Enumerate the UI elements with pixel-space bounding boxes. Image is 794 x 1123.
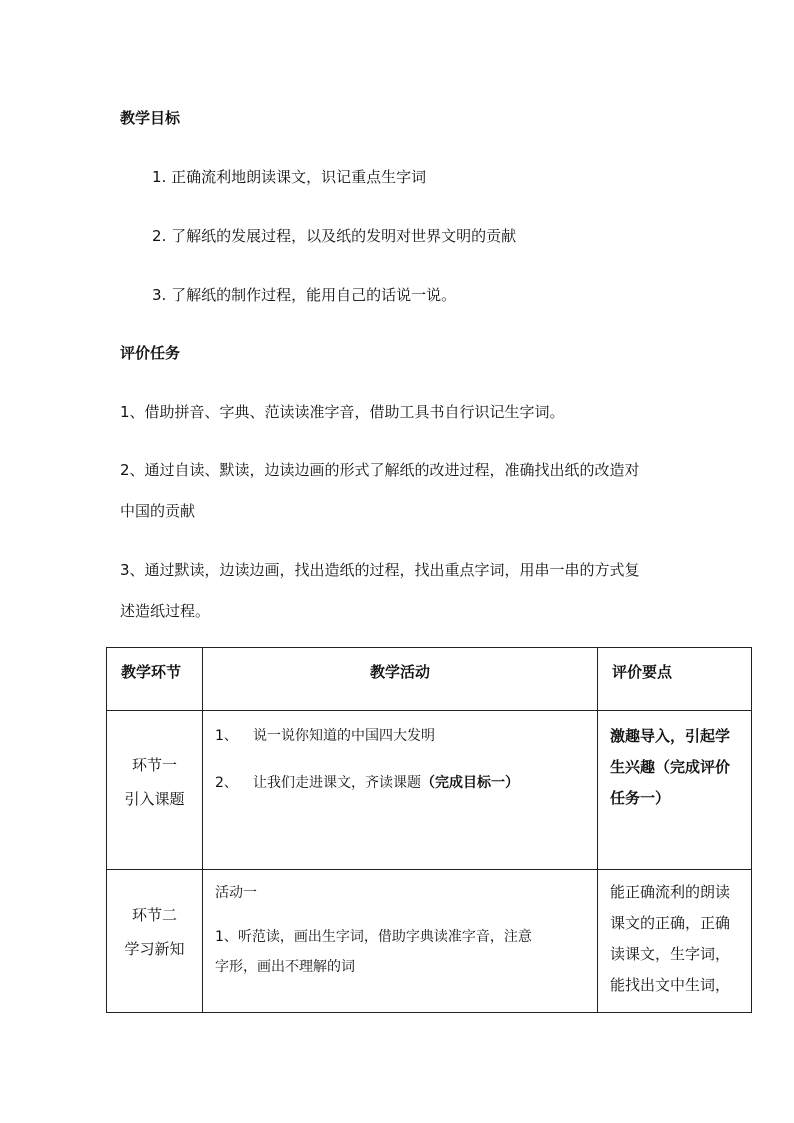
task-item-3-line-2: 述造纸过程。 [120,602,211,620]
task-item-2-line-2: 中国的贡献 [120,502,196,520]
table-row [107,711,752,870]
header-activity-text: 教学活动 [369,663,430,681]
activity-cell [203,711,598,870]
header-stage [107,648,203,711]
objective-item-2: 2. 了解纸的发展过程，以及纸的发明对世界文明的贡献 [152,227,517,245]
task-item-1: 1、借助拼音、字典、范读读准字音，借助工具书自行识记生字词。 [120,403,565,421]
objectives-heading: 教学目标 [120,109,181,127]
task-item-2-line-1: 2、通过自读、默读，边读边画的形式了解纸的改进过程，准确找出纸的改造对 [120,461,640,479]
table-row [107,870,752,1013]
tasks-heading: 评价任务 [120,344,181,362]
header-evaluation-text: 评价要点 [612,663,673,681]
activity-number: 2、 [215,775,238,791]
header-activity [203,648,598,711]
activity-cell [203,870,598,1013]
activity-text: 说一说你知道的中国四大发明 [253,728,435,744]
activity-item [203,768,597,798]
stage-title: 引入课题 [124,790,185,808]
evaluation-line: 激趣导入，引起学 [610,727,731,745]
activity-title: 活动一 [215,885,257,901]
evaluation-line: 能找出文中生词， [610,976,731,994]
activity-line: 1、听范读，画出生字词，借助字典读准字音，注意 [215,929,532,945]
evaluation-line: 生兴趣（完成评价 [610,758,731,776]
activity-number: 1、 [215,728,238,744]
header-stage-text: 教学环节 [121,663,182,681]
stage-cell [107,870,203,1013]
header-evaluation [598,648,752,711]
stage-label: 环节一 [131,756,177,774]
activity-text: 让我们走进课文，齐读课题 [253,775,421,791]
evaluation-line: 任务一） [610,789,671,807]
objective-item-1: 1. 正确流利地朗读课文，识记重点生字词 [152,168,427,186]
evaluation-line: 能正确流利的朗读 [610,883,731,901]
task-item-3-line-1: 3、通过默读，边读边画，找出造纸的过程，找出重点字词，用串一串的方式复 [120,561,640,579]
evaluation-cell [598,711,752,870]
evaluation-cell [598,870,752,1013]
evaluation-line: 课文的正确，正确 [610,914,731,932]
activity-line: 字形，画出不理解的词 [215,959,355,975]
activity-goal: （完成目标一） [421,775,519,791]
lesson-plan-table [106,647,752,1013]
table-header-row [107,648,752,711]
evaluation-line: 读课文，生字词， [610,945,731,963]
activity-item [203,721,597,751]
objective-item-3: 3. 了解纸的制作过程，能用自己的话说一说。 [152,286,457,304]
stage-title: 学习新知 [124,940,185,958]
stage-cell [107,711,203,870]
stage-label: 环节二 [131,906,177,924]
